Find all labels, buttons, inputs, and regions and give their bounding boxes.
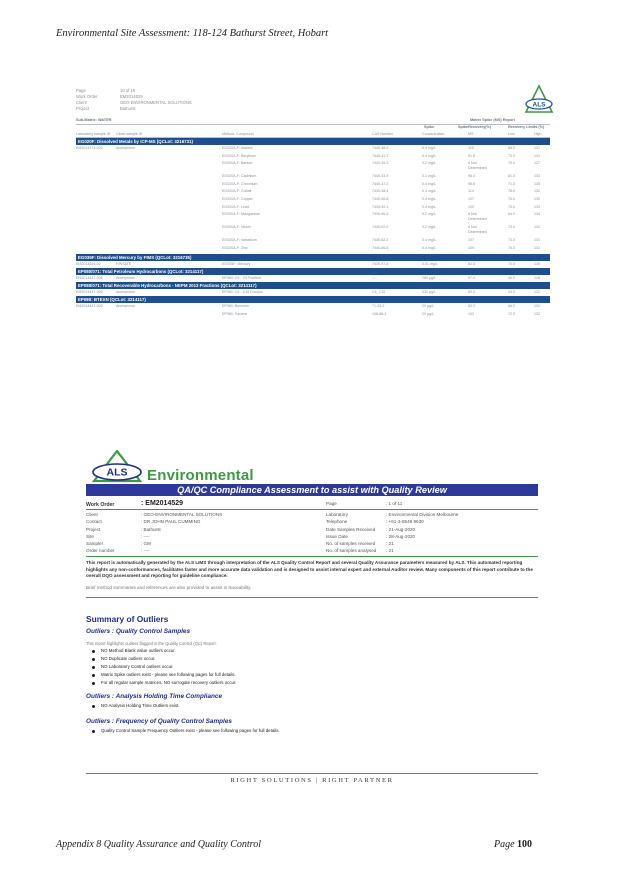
cell-method: EG020A-F: Nickel [222, 225, 251, 230]
footer-page-value: 100 [517, 839, 533, 850]
cell-ms: 91.8 [468, 153, 475, 158]
method-note: Brief method summaries and references are also provided to assist in traceability. [86, 585, 252, 590]
info-key: Telephone [326, 519, 348, 525]
cell-low: 71.0 [508, 181, 515, 186]
cell-ms: 83.3 [468, 304, 475, 308]
cell-high: 141 [534, 153, 540, 158]
cell-cas: 7440-47-3 [372, 181, 389, 186]
cell-cas: 7440-50-8 [372, 197, 389, 201]
info-value: : 21 [386, 548, 394, 554]
bullet-text: NO Duplicate outliers occur. [101, 656, 156, 661]
cell-ms: 97.4 [468, 276, 475, 280]
section-band: EP080: BTEXN (QCLot: 3214117) [76, 296, 550, 303]
list-item [92, 702, 180, 710]
footer-page-number [494, 839, 532, 850]
cell-low: 44.0 [508, 290, 515, 294]
table-row [76, 204, 550, 211]
cell-concentration: 20 µg/L [422, 311, 435, 316]
table-row [76, 245, 550, 252]
info-value: : 28-Aug-2020 [386, 533, 416, 539]
cell-high: 122 [534, 290, 540, 294]
als-logo-text: ALS [532, 101, 546, 109]
bullet-icon [92, 650, 95, 653]
cell-cas: 7439-97-6 [372, 262, 389, 266]
list-item [92, 671, 236, 679]
cell-client-id: RINSATE [116, 262, 132, 266]
cell-high: 132 [534, 189, 540, 194]
bullet-icon [92, 682, 95, 685]
col-concentration: Concentration [422, 132, 445, 136]
cell-ms: 114 [468, 189, 474, 194]
cell-ms: # Not Determined [468, 212, 487, 221]
cell-concentration: 280 µg/L [422, 276, 437, 280]
table-row [76, 160, 550, 173]
meta-key: Work Order [76, 94, 98, 99]
info-key: Date Samples Received [326, 526, 376, 532]
bullet-icon [92, 705, 95, 708]
cell-client-id: Anonymous [116, 146, 135, 150]
page-value: : 1 of 11 [386, 501, 403, 506]
cell-concentration: 20 µg/L [422, 304, 435, 308]
als-logo-icon [524, 84, 554, 114]
cell-high: 131 [534, 238, 540, 243]
document-header-title: Environmental Site Assessment: 118-124 Bathurst Street, Hobart [56, 28, 329, 39]
cell-method: EG020A-F: Chromium [222, 181, 258, 186]
cell-low: 75.0 [508, 245, 515, 250]
work-order-label: Work Order [86, 502, 115, 508]
frequency-bullet-list [92, 727, 280, 735]
table-row [76, 237, 550, 244]
cell-low: 73.0 [508, 153, 515, 158]
cell-method: EG020A-F: Lead [222, 204, 249, 209]
cell-concentration: 0.01 mg/L [422, 262, 438, 266]
cell-method: EG035F: Mercury [222, 262, 251, 266]
info-key: Client [86, 512, 98, 517]
meta-value: 10 of 15 [120, 88, 136, 93]
meta-value: EM2014529 [120, 94, 143, 99]
info-key: No. of samples analysed [326, 548, 377, 554]
cell-method: EG020A-F: Copper [222, 197, 253, 201]
cell-low: 85.0 [508, 146, 515, 150]
head-recovery-limits: Recovery Limits (%) [508, 125, 545, 129]
info-key: Laboratory [326, 512, 348, 517]
info-value: : +61-3-8549 9630 [386, 519, 424, 525]
cell-method: EG020A-F: Zinc [222, 245, 248, 250]
cell-high: 128 [534, 276, 540, 280]
cell-cas: 7440-38-2 [372, 146, 389, 150]
cell-cas: 7440-02-0 [372, 225, 389, 230]
table-row [76, 153, 550, 160]
cell-high: 134 [534, 212, 540, 217]
table-row [76, 211, 550, 224]
cell-ms: 107 [468, 197, 474, 201]
cell-high: 130 [534, 197, 540, 201]
cell-cas: ---- [372, 276, 377, 280]
col-cas: CAS Number [372, 132, 394, 136]
bullet-icon [92, 666, 95, 669]
meta-key: Project [76, 106, 90, 111]
cell-cas: 7440-62-2 [372, 238, 389, 243]
summary-of-outliers-heading: Summary of Outliers [86, 614, 169, 624]
cell-concentration: 0.2 mg/L [422, 225, 436, 230]
meta-value: Bathurst [120, 106, 136, 111]
cell-low: 76.0 [508, 197, 515, 201]
bullet-text: NO Laboratory Control outliers occur. [101, 664, 174, 669]
cell-low: 73.0 [508, 238, 515, 243]
cell-concentration: 0.4 mg/L [422, 238, 436, 243]
cell-high: 132 [534, 311, 540, 316]
cell-method: EP080: Benzene [222, 304, 249, 308]
bullet-icon [92, 730, 95, 733]
info-value: : GEO-ENVIRONMENTAL SOLUTIONS [141, 512, 223, 517]
section-band: EG035F: Dissolved Mercury by FIMS (QCLot: 3216735) [76, 254, 550, 261]
cell-lab-id: EM2014374-022 [76, 146, 103, 150]
col-ms: MS [468, 132, 474, 136]
list-item [92, 647, 236, 655]
cell-method: EP080: C6 - C10 Fraction [222, 290, 264, 294]
cell-low: 75.0 [508, 161, 515, 166]
cell-client-id: Anonymous [116, 290, 135, 294]
info-key: Contact [86, 519, 102, 525]
cell-high: 131 [534, 245, 540, 250]
cell-low: 40.0 [508, 276, 515, 280]
info-value: : 21-Aug-2020 [386, 526, 416, 532]
cell-method: EG020A-F: Barium [222, 161, 253, 166]
cell-low: 72.0 [508, 311, 515, 316]
cell-lab-id: EM2014447-005 [76, 304, 103, 308]
cell-low: 64.0 [508, 212, 515, 217]
info-key: No. of samples received [326, 541, 376, 547]
cell-high: 133 [534, 174, 540, 179]
cell-method: EG020A-F: Vanadium [222, 238, 257, 243]
bullet-text: For all regular sample matrices, NO surrogate recovery outliers occur. [101, 680, 237, 685]
cell-concentration: 0.4 mg/L [422, 245, 436, 250]
cell-low: 81.0 [508, 174, 515, 179]
cell-ms: 100 [468, 204, 474, 209]
cell-concentration: 330 µg/L [422, 290, 437, 294]
cell-concentration: 0.4 mg/L [422, 189, 436, 194]
green-divider [86, 556, 538, 557]
info-value: : ---- [141, 533, 150, 539]
section-band: EG020F: Dissolved Metals by ICP-MS (QCLot: 3216731) [76, 138, 550, 145]
cell-low: 78.0 [508, 189, 515, 194]
cell-method: EG020A-F: Arsenic [222, 146, 253, 150]
tagline: RIGHT SOLUTIONS | RIGHT PARTNER [230, 777, 394, 784]
list-item [92, 655, 236, 663]
ms-report-title: Matrix Spike (MS) Report [470, 118, 515, 122]
green-divider [86, 509, 538, 510]
cell-high: 127 [534, 161, 540, 166]
meta-value: GEO-ENVIRONMENTAL SOLUTIONS [120, 100, 192, 105]
cell-cas: 7439-96-5 [372, 212, 389, 217]
footer-page-label: Page [494, 839, 515, 850]
cell-ms: 80.5 [468, 290, 475, 294]
cell-ms: # Not Determined [468, 225, 487, 234]
bullet-text: NO Method Blank value outliers occur. [101, 648, 176, 653]
cell-ms: 109 [468, 245, 474, 250]
table-row [76, 173, 550, 180]
cell-client-id: Anonymous [116, 276, 135, 280]
cell-high: 131 [534, 225, 540, 230]
qc-bullet-list [92, 647, 236, 687]
cell-cas: 7440-41-7 [372, 153, 389, 158]
cell-low: 75.0 [508, 204, 515, 209]
bullet-text: Quality Control Sample Frequency Outliers exist - please see following pages for full details. [101, 728, 280, 733]
table-row [76, 145, 550, 152]
col-client-id: Client sample ID [116, 132, 143, 136]
meta-key: Page [76, 88, 86, 93]
cell-ms: 82.5 [468, 262, 475, 266]
bullet-icon [92, 674, 95, 677]
cell-concentration: 0.4 mg/L [422, 204, 436, 209]
info-value: : DR JOHN PAUL CUMMING [141, 519, 201, 525]
cell-low: 68.0 [508, 304, 515, 308]
frequency-heading: Outliers : Frequency of Quality Control Samples [86, 718, 232, 725]
table-row [76, 261, 550, 268]
cell-client-id: Anonymous [116, 304, 135, 308]
holding-bullet-list [92, 702, 180, 710]
head-spike: Spike [424, 125, 435, 129]
info-value: : Environmental Division Melbourne [386, 512, 459, 517]
table-row [76, 275, 550, 282]
cell-lab-id: EM2014447-005 [76, 276, 103, 280]
bullet-text: NO Analysis Holding Time Outliers exist. [101, 703, 180, 708]
cell-lab-id: EM2014529-02 [76, 262, 101, 266]
info-key: Sampler [86, 541, 104, 547]
sub-matrix-label: Sub-Matrix: WATER [76, 118, 112, 122]
holding-time-heading: Outliers : Analysis Holding Time Compliance [86, 693, 223, 700]
cell-method: EG020A-F: Manganese [222, 212, 260, 217]
cell-high: 130 [534, 304, 540, 308]
bullet-icon [92, 658, 95, 661]
info-value: : 21 [386, 541, 394, 547]
info-key: Site [86, 533, 94, 539]
als-logo-text: ALS [106, 466, 128, 479]
intro-paragraph: This report is automatically generated by the ALS LIMS through interpretation of the ALS Quality Control Report and several Quality Assurance parameters measured by ALS. This automated reporting highlights any non-conformances, facilitates faster and more accurate data validation and is designed to assist internal expert and external Auditor review. Many components of this report contribute to the overall DQO assessment and reporting for guideline compliance. [86, 560, 533, 579]
cell-cas: 7440-43-9 [372, 174, 389, 179]
cell-cas: 7440-48-4 [372, 189, 389, 194]
page-label: Page [326, 501, 337, 506]
cell-concentration: 0.4 mg/L [422, 146, 436, 150]
list-item [92, 727, 280, 735]
work-order-value: : EM2014529 [141, 500, 184, 507]
table-row [76, 289, 550, 296]
footer-appendix-title: Appendix 8 Quality Assurance and Quality Control [56, 839, 261, 850]
cell-concentration: 0.1 mg/L [422, 174, 436, 179]
head-recovery: SpikeRecovery(%) [458, 125, 492, 129]
table-row [76, 224, 550, 237]
list-item [92, 679, 236, 687]
cell-cas: 7440-39-3 [372, 161, 389, 166]
cell-ms: 110 [468, 146, 474, 150]
table-row [76, 181, 550, 188]
meta-key: Client [76, 100, 87, 105]
qa-qc-title-band: QA/QC Compliance Assessment to assist with Quality Review [86, 484, 538, 496]
report-meta-block [76, 88, 192, 112]
section-band: EP080/071: Total Recoverable Hydrocarbons - NEPM 2013 Fractions (QCLot: 3214117) [76, 282, 550, 289]
cell-method: EG020A-F: Cobalt [222, 189, 252, 194]
info-value: : Bathurst [141, 526, 161, 532]
cell-method: EG020A-F: Beryllium [222, 153, 256, 158]
cell-low: 73.0 [508, 225, 515, 230]
cell-cas: 7440-66-6 [372, 245, 389, 250]
cell-cas: 108-88-3 [372, 311, 387, 316]
cell-high: 135 [534, 181, 540, 186]
outliers-qc-heading: Outliers : Quality Control Samples [86, 628, 191, 635]
cell-cas: C6_C10 [372, 290, 386, 294]
info-value: : GM [141, 541, 151, 547]
cell-concentration: 0.4 mg/L [422, 181, 436, 186]
cell-lab-id: EM2014447-005 [76, 290, 103, 294]
outliers-qc-intro: This report highlights outliers flagged in the Quality Control (QC) Report. [86, 641, 217, 646]
cell-ms: 95.6 [468, 181, 475, 186]
info-value: : ---- [141, 548, 150, 554]
col-high: High [534, 132, 542, 136]
als-brand-name: Environmental [147, 467, 254, 484]
bullet-text: Matrix Spike outliers exist - please see following pages for full details. [101, 672, 236, 677]
col-low: Low [508, 132, 515, 136]
table-row [76, 311, 550, 318]
cell-concentration: 0.2 mg/L [422, 161, 436, 166]
cell-cas: 71-43-2 [372, 304, 385, 308]
cell-ms: 98.4 [468, 174, 475, 179]
cell-ms: # Not Determined [468, 161, 487, 170]
col-method: Method: Compound [222, 132, 254, 136]
client-info-block [86, 511, 222, 555]
table-row [76, 196, 550, 203]
green-divider [86, 597, 538, 598]
cell-method: EG020A-F: Cadmium [222, 174, 257, 179]
cell-concentration: 0.4 mg/L [422, 153, 436, 158]
lab-info-block [326, 511, 458, 555]
cell-concentration: 0.4 mg/L [422, 197, 436, 201]
list-item [92, 663, 236, 671]
cell-high: 126 [534, 262, 540, 266]
col-lab-id: Laboratory sample ID [76, 132, 111, 136]
table-row [76, 303, 550, 310]
cell-cas: 7439-92-1 [372, 204, 389, 209]
cell-high: 131 [534, 146, 540, 150]
section-band: EP080/071: Total Petroleum Hydrocarbons (QCLot: 3214117) [76, 268, 550, 275]
cell-concentration: 0.2 mg/L [422, 212, 436, 217]
cell-low: 70.0 [508, 262, 515, 266]
green-divider [86, 773, 538, 774]
cell-method: EP080: C6 - C9 Fraction [222, 276, 262, 280]
cell-method: EP080: Toluene [222, 311, 248, 316]
cell-ms: 107 [468, 238, 474, 243]
cell-high: 133 [534, 204, 540, 209]
info-key: Project [86, 526, 101, 532]
als-logo-icon [90, 450, 144, 484]
info-key: Order number [86, 548, 115, 554]
info-key: Issue Date [326, 533, 348, 539]
table-row [76, 188, 550, 195]
cell-ms: 103 [468, 311, 474, 316]
